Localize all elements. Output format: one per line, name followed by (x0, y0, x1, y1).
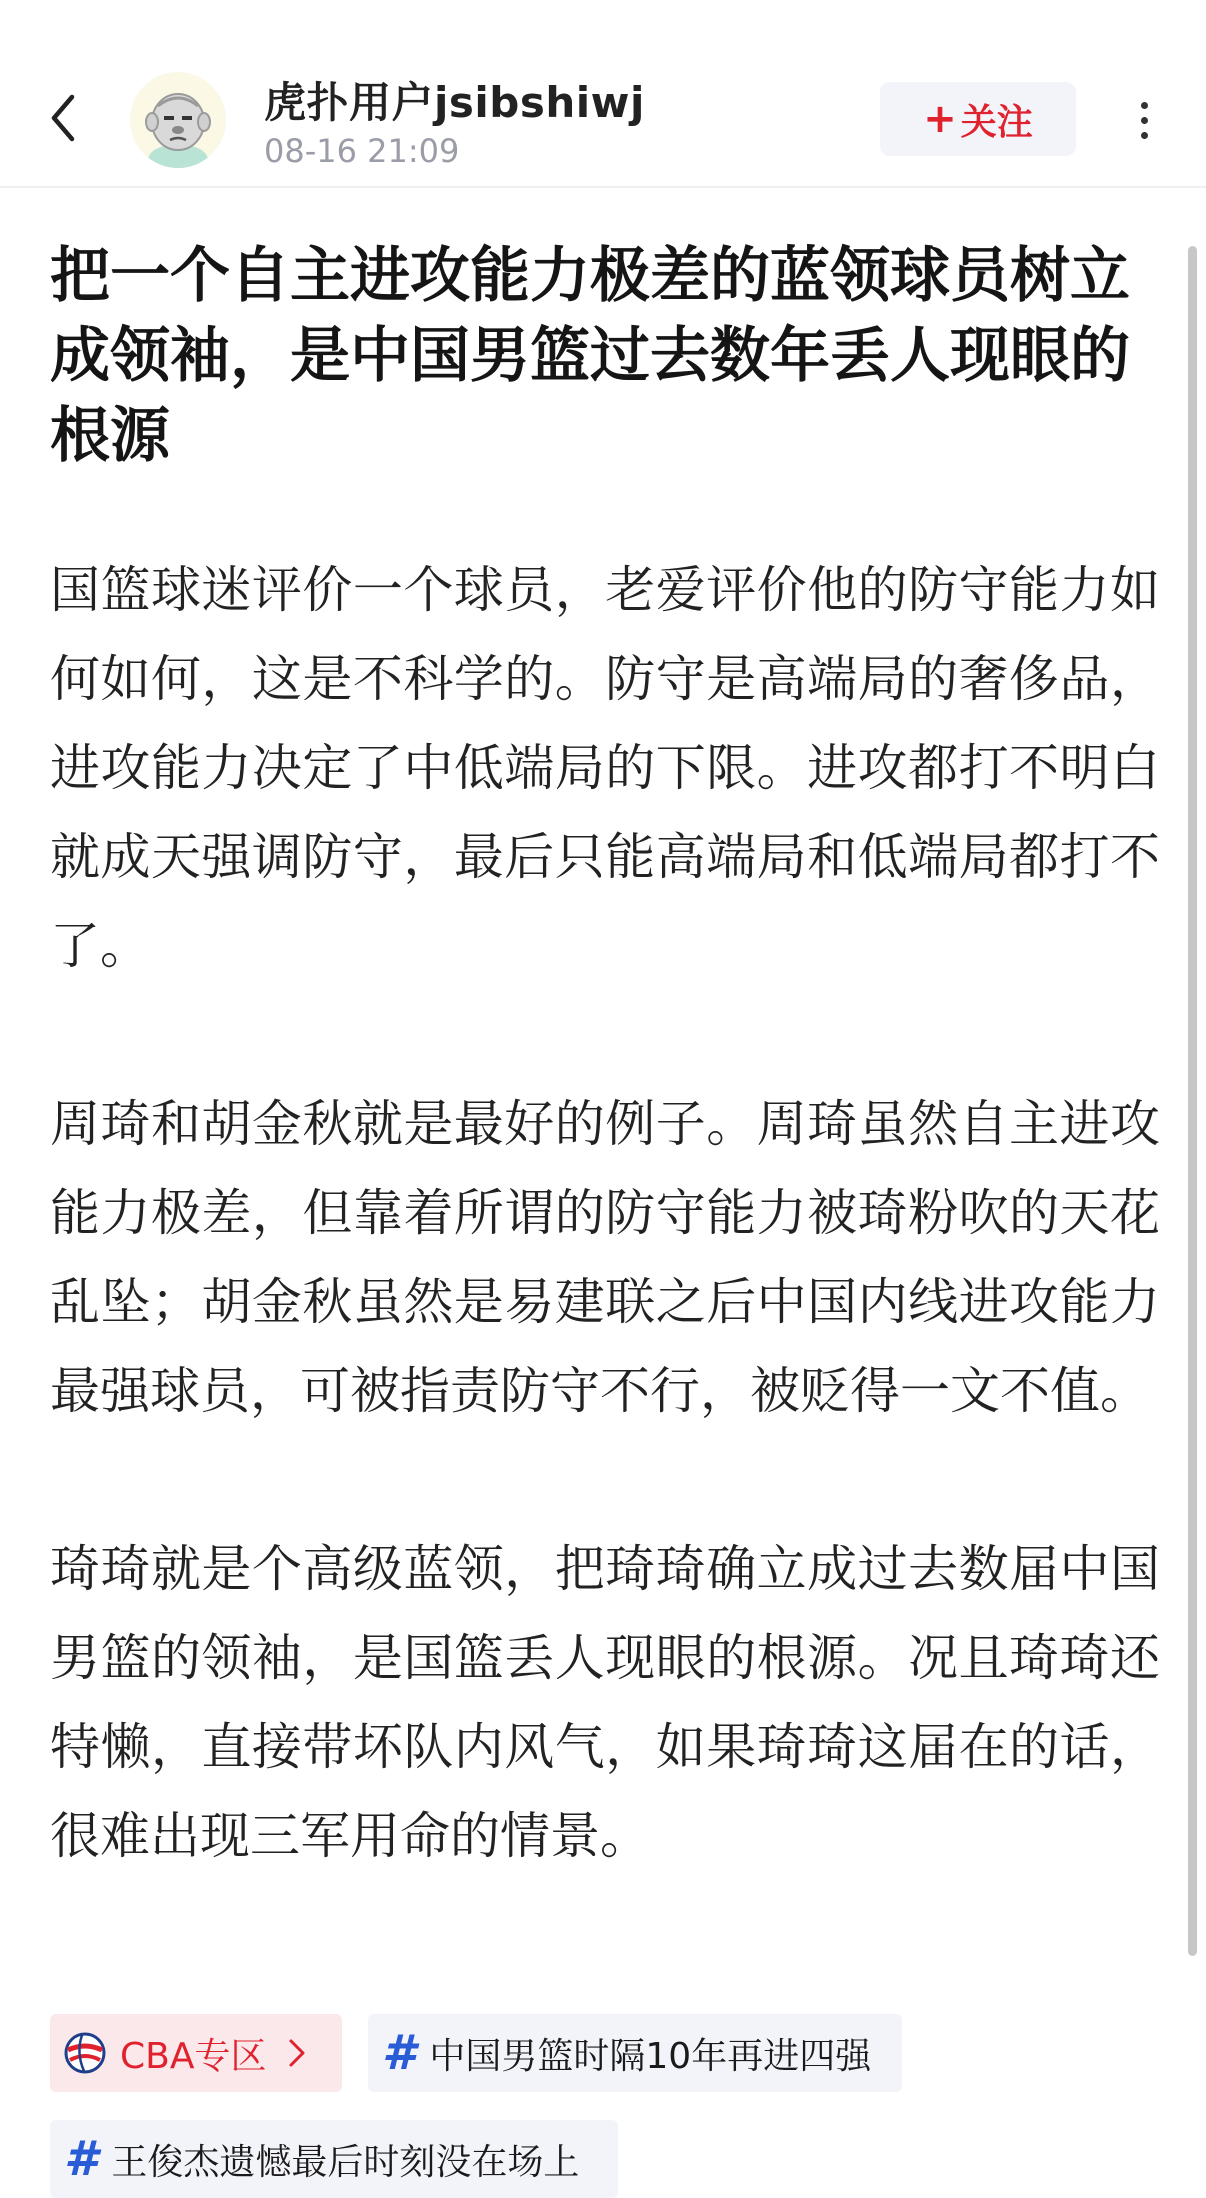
follow-label: 关注 (960, 101, 1033, 143)
chevron-right-icon (288, 2038, 306, 2068)
plus-icon: + (923, 96, 957, 142)
hash-icon: # (64, 2131, 98, 2187)
scrollbar[interactable] (1188, 246, 1197, 1956)
tag-label: 中国男篮时隔10年再进四强 (429, 2035, 872, 2077)
more-dot (1141, 117, 1148, 124)
post-paragraph: 国篮球迷评价一个球员，老爱评价他的防守能力如何如何，这是不科学的。防守是高端局的奢侈品，进攻能力决定了中低端局的下限。进攻都打不明白就成天强调防守，最后只能高端局和低端局都打不了。 (50, 561, 1160, 975)
tag-label: CBA专区 (120, 2035, 267, 2077)
avatar[interactable] (130, 72, 226, 168)
post-title: 把一个自主进攻能力极差的蓝领球员树立成领袖，是中国男篮过去数年丢人现眼的根源 (50, 241, 1130, 471)
post-timestamp: 08-16 21:09 (264, 132, 460, 170)
more-dot (1141, 102, 1148, 109)
follow-button[interactable] (880, 82, 1076, 156)
tag-topic[interactable] (50, 2120, 618, 2198)
tag-topic[interactable] (368, 2014, 902, 2092)
tag-cba-zone[interactable] (50, 2014, 342, 2092)
back-arrow-icon (48, 93, 78, 143)
post-paragraph: 周琦和胡金秋就是最好的例子。周琦虽然自主进攻能力极差，但靠着所谓的防守能力被琦粉吹的天花乱坠；胡金秋虽然是易建联之后中国内线进攻能力最强球员，可被指责防守不行，被贬得一文不值。 (50, 1095, 1160, 1420)
more-dot (1141, 132, 1148, 139)
post-body (50, 546, 1160, 1970)
tag-label: 王俊杰遗憾最后时刻没在场上 (111, 2141, 580, 2183)
username[interactable]: 虎扑用户jsibshiwj (264, 78, 645, 127)
basketball-logo-icon (64, 2032, 106, 2074)
post-paragraph: 琦琦就是个高级蓝领，把琦琦确立成过去数届中国男篮的领袖，是国篮丢人现眼的根源。况且琦琦还特懒，直接带坏队内风气，如果琦琦这届在的话，很难出现三军用命的情景。 (50, 1540, 1160, 1865)
more-vertical-icon[interactable] (1124, 88, 1164, 152)
hash-icon: # (382, 2025, 416, 2081)
avatar-cartoon-icon (130, 72, 226, 168)
back-button[interactable] (38, 86, 88, 150)
top-bar (0, 0, 1206, 188)
